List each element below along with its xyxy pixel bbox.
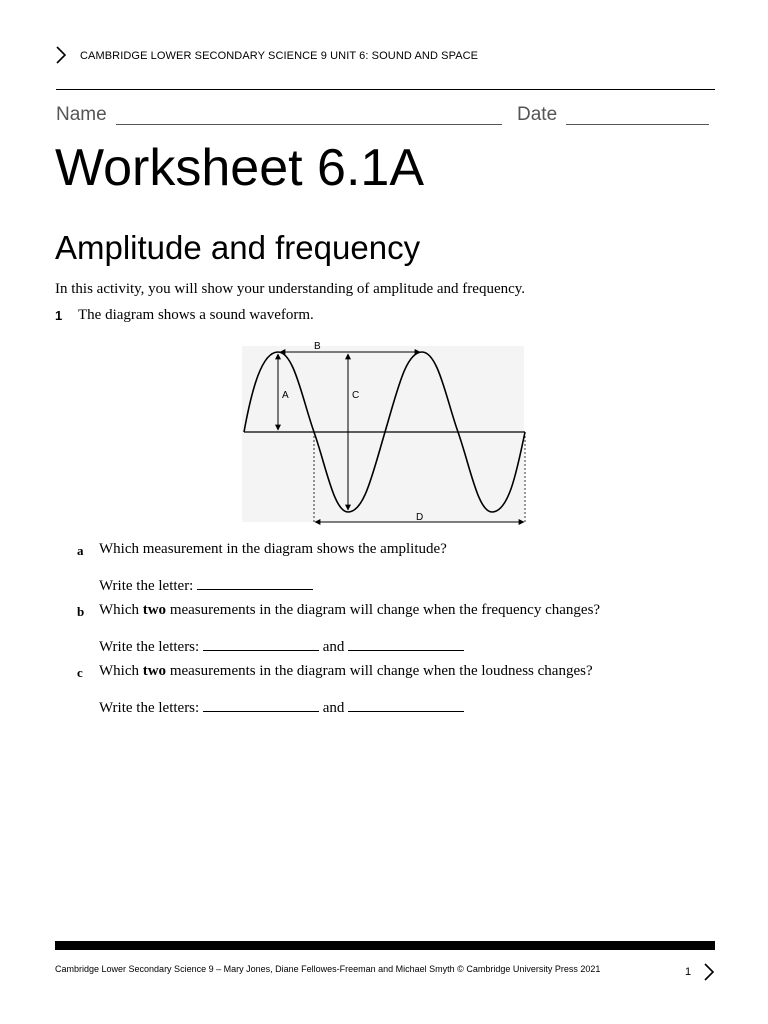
label-d: D	[416, 512, 424, 523]
part-b-answer-row	[99, 636, 464, 656]
part-c-answer-and: and	[322, 700, 345, 716]
part-c-answer-blank-2[interactable]	[348, 697, 464, 712]
footer-bar	[55, 941, 715, 950]
part-b-answer-blank-1[interactable]	[203, 636, 319, 651]
part-b-question	[99, 602, 600, 619]
part-c-answer-row	[99, 697, 464, 717]
date-label: Date	[517, 104, 558, 125]
part-a-answer-label: Write the letter:	[99, 578, 194, 594]
footer-credit: Cambridge Lower Secondary Science 9 – Mary Jones, Diane Fellowes-Freeman and Michael Smyth © Cambridge University Press 2021	[55, 964, 601, 974]
part-c-text-bold: two	[142, 663, 167, 679]
part-a-text: Which measurement in the diagram shows the amplitude?	[99, 541, 447, 557]
part-c-text-before: Which	[99, 663, 143, 679]
part-a-answer-blank[interactable]	[197, 575, 313, 590]
page-number: 1	[685, 966, 692, 978]
part-a-answer-row	[99, 575, 313, 595]
part-a-question	[99, 541, 447, 558]
chevron-right-icon	[54, 46, 68, 64]
question-number: 1	[55, 308, 63, 323]
running-head: CAMBRIDGE LOWER SECONDARY SCIENCE 9 UNIT 6: SOUND AND SPACE	[80, 50, 479, 62]
part-b-letter: b	[77, 604, 85, 619]
part-b-text-after: measurements in the diagram will change when the frequency changes?	[166, 602, 601, 618]
label-a: A	[282, 390, 289, 401]
part-a-letter: a	[77, 543, 84, 558]
intro-text: In this activity, you will show your understanding of amplitude and frequency.	[55, 281, 526, 297]
diagram-background	[242, 346, 524, 522]
name-field-line[interactable]	[116, 124, 502, 125]
next-page-chevron-icon[interactable]	[702, 963, 716, 981]
waveform-diagram	[240, 338, 530, 528]
part-c-text-after: measurements in the diagram will change when the loudness changes?	[166, 663, 593, 679]
part-b-answer-and: and	[322, 639, 345, 655]
part-b-answer-blank-2[interactable]	[348, 636, 464, 651]
part-b-text-bold: two	[142, 602, 167, 618]
worksheet-subtitle: Amplitude and frequency	[55, 229, 421, 266]
label-b: B	[314, 341, 321, 352]
label-c: C	[352, 390, 360, 401]
worksheet-title: Worksheet 6.1A	[55, 139, 425, 197]
header-divider	[56, 89, 715, 90]
date-field-line[interactable]	[566, 124, 709, 125]
part-c-answer-blank-1[interactable]	[203, 697, 319, 712]
part-b-text-before: Which	[99, 602, 143, 618]
part-c-answer-label: Write the letters:	[99, 700, 200, 716]
question-text: The diagram shows a sound waveform.	[78, 307, 314, 323]
part-c-question	[99, 663, 593, 680]
name-label: Name	[56, 104, 107, 125]
part-c-letter: c	[77, 665, 83, 680]
part-b-answer-label: Write the letters:	[99, 639, 200, 655]
